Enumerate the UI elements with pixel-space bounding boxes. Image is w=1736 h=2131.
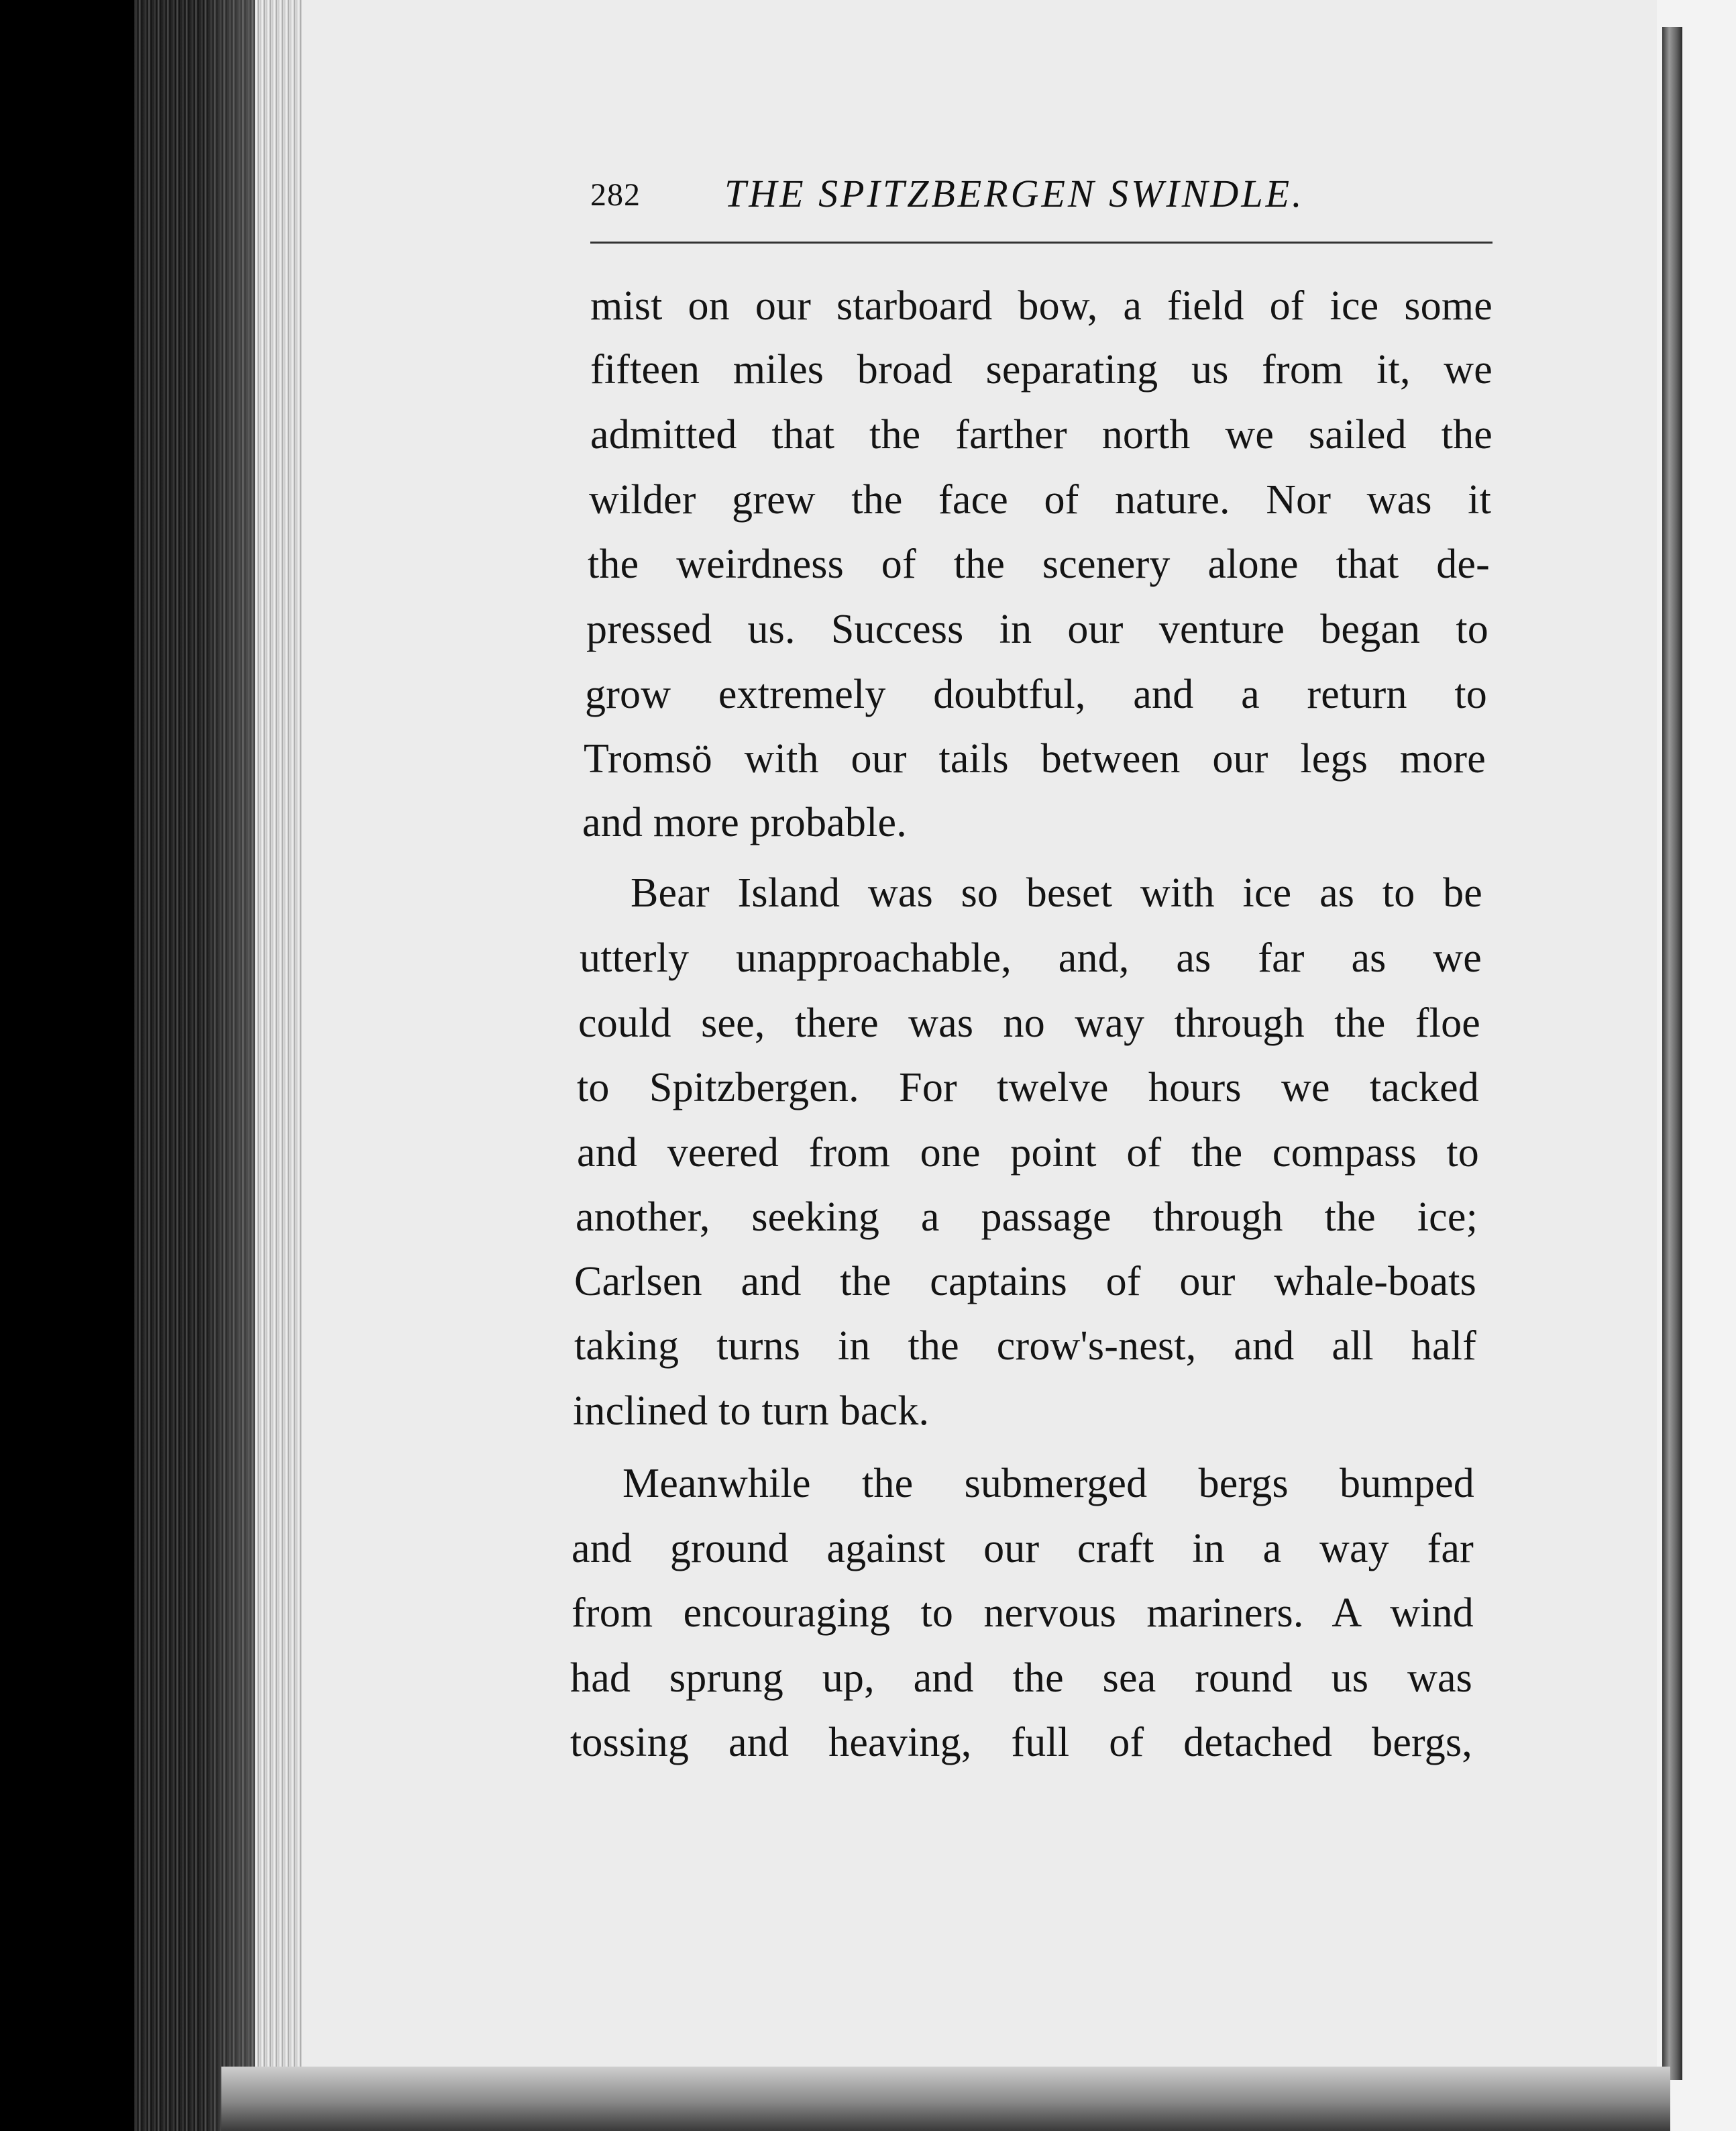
- text-line: could see, there was no way through the floe: [578, 1000, 1480, 1046]
- text-line: another, seeking a passage through the ice;: [576, 1194, 1478, 1240]
- text-line: Tromsö with our tails between our legs more: [584, 736, 1486, 782]
- right-page-fold: [1662, 27, 1682, 2080]
- text-line: and veered from one point of the compass to: [577, 1130, 1479, 1176]
- text-line: to Spitzbergen. For twelve hours we tacked: [577, 1065, 1479, 1110]
- text-line: the weirdness of the scenery alone that de-: [588, 541, 1490, 587]
- text-line: utterly unapproachable, and, as far as we: [580, 935, 1482, 981]
- text-line: fifteen miles broad separating us from it, we: [590, 347, 1493, 393]
- text-line: wilder grew the face of nature. Nor was it: [589, 477, 1491, 523]
- text-line: Bear Island was so beset with ice as to be: [631, 870, 1482, 916]
- header-rule: [590, 242, 1493, 244]
- page-number: 282: [590, 177, 641, 213]
- text-line: pressed us. Success in our venture began to: [586, 607, 1488, 652]
- text-line: inclined to turn back.: [573, 1388, 930, 1434]
- text-line: Meanwhile the submerged bergs bumped: [622, 1461, 1474, 1506]
- text-line: mist on our starboard bow, a field of ice some: [590, 283, 1493, 329]
- book-binding-shadow: [0, 0, 154, 2131]
- text-line: grow extremely doubtful, and a return to: [585, 672, 1487, 717]
- running-header: [590, 171, 1368, 225]
- page-bottom-shadow: [221, 2067, 1670, 2131]
- text-line: had sprung up, and the sea round us was: [570, 1655, 1472, 1701]
- text-line: tossing and heaving, full of detached bergs,: [570, 1720, 1472, 1765]
- text-line: from encouraging to nervous mariners. A wind: [572, 1590, 1474, 1636]
- text-line: taking turns in the crow's-nest, and all half: [574, 1323, 1476, 1369]
- text-line: Carlsen and the captains of our whale-boats: [574, 1259, 1476, 1304]
- text-line: admitted that the farther north we sailed the: [590, 412, 1493, 458]
- text-line: and ground against our craft in a way far: [572, 1526, 1474, 1571]
- running-title: THE SPITZBERGEN SWINDLE.: [724, 172, 1305, 215]
- text-line: and more probable.: [582, 800, 907, 845]
